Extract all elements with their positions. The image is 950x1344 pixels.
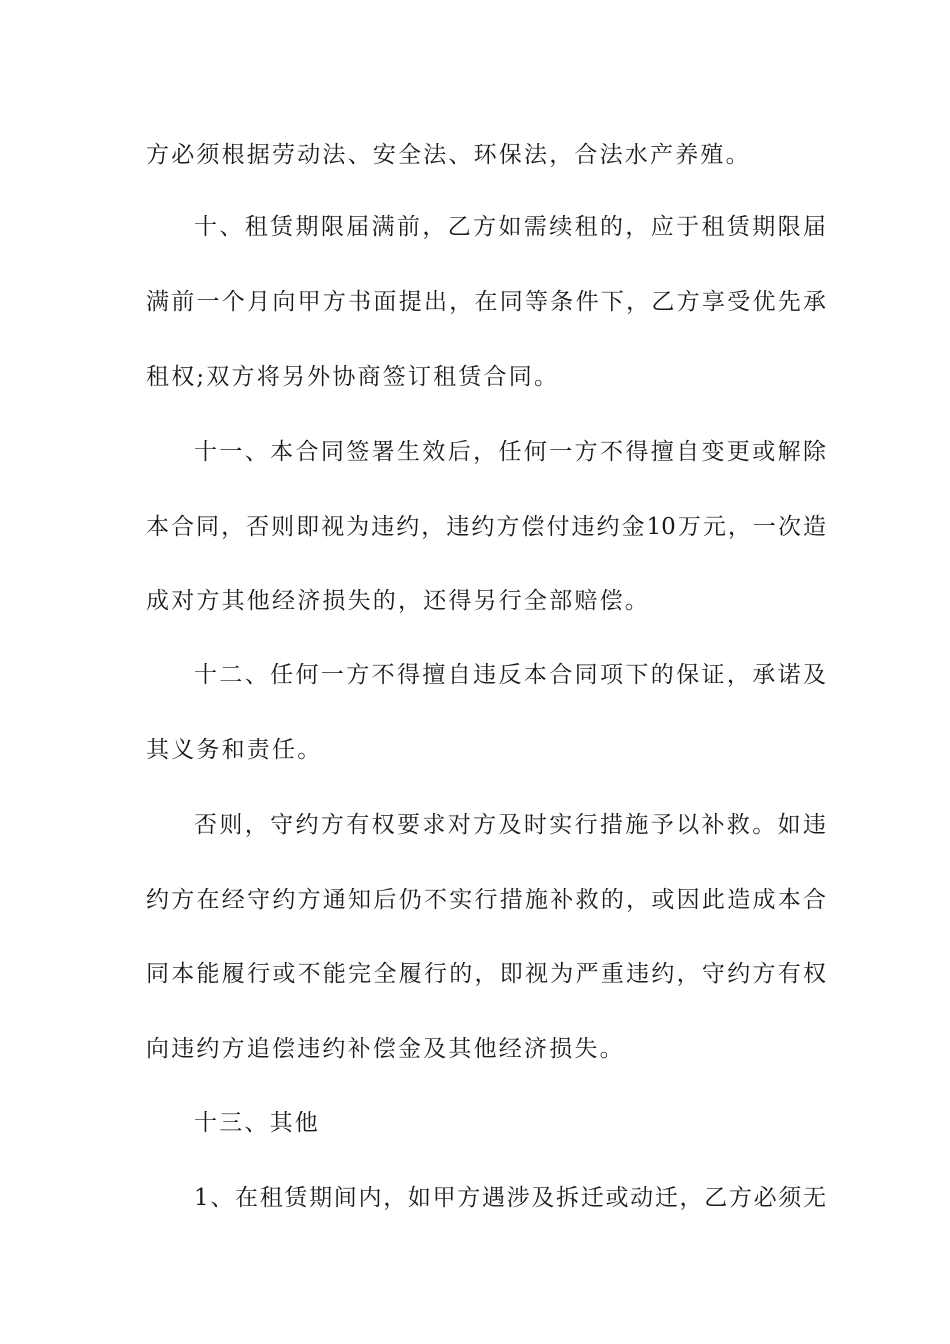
text-line-13: 向违约方追偿违约补偿金及其他经济损失。 — [146, 1036, 625, 1062]
text-line-11: 约方在经守约方通知后仍不实行措施补救的，或因此造成本合 — [146, 887, 826, 913]
text-line-12: 同本能履行或不能完全履行的，即视为严重违约，守约方有权 — [146, 961, 826, 987]
text-line-5: 十一、本合同签署生效后，任何一方不得擅自变更或解除 — [194, 439, 826, 465]
text-line-10: 否则，守约方有权要求对方及时实行措施予以补救。如违 — [194, 812, 826, 838]
text-line-2: 十、租赁期限届满前，乙方如需续租的，应于租赁期限届 — [194, 214, 826, 240]
text-line-15: 1、在租赁期间内，如甲方遇涉及拆迁或动迁，乙方必须无 — [194, 1185, 826, 1211]
text-line-3: 满前一个月向甲方书面提出，在同等条件下，乙方享受优先承 — [146, 289, 826, 315]
text-line-14: 十三、其他 — [194, 1110, 320, 1136]
text-line-7: 成对方其他经济损失的，还得另行全部赔偿。 — [146, 588, 650, 614]
text-line-1: 方必须根据劳动法、安全法、环保法，合法水产养殖。 — [146, 142, 751, 168]
text-line-6: 本合同，否则即视为违约，违约方偿付违约金10万元，一次造 — [146, 514, 826, 540]
text-line-8: 十二、任何一方不得擅自违反本合同项下的保证，承诺及 — [194, 662, 826, 688]
text-line-9: 其义务和责任。 — [146, 737, 323, 763]
text-line-4: 租权;双方将另外协商签订租赁合同。 — [146, 364, 560, 390]
